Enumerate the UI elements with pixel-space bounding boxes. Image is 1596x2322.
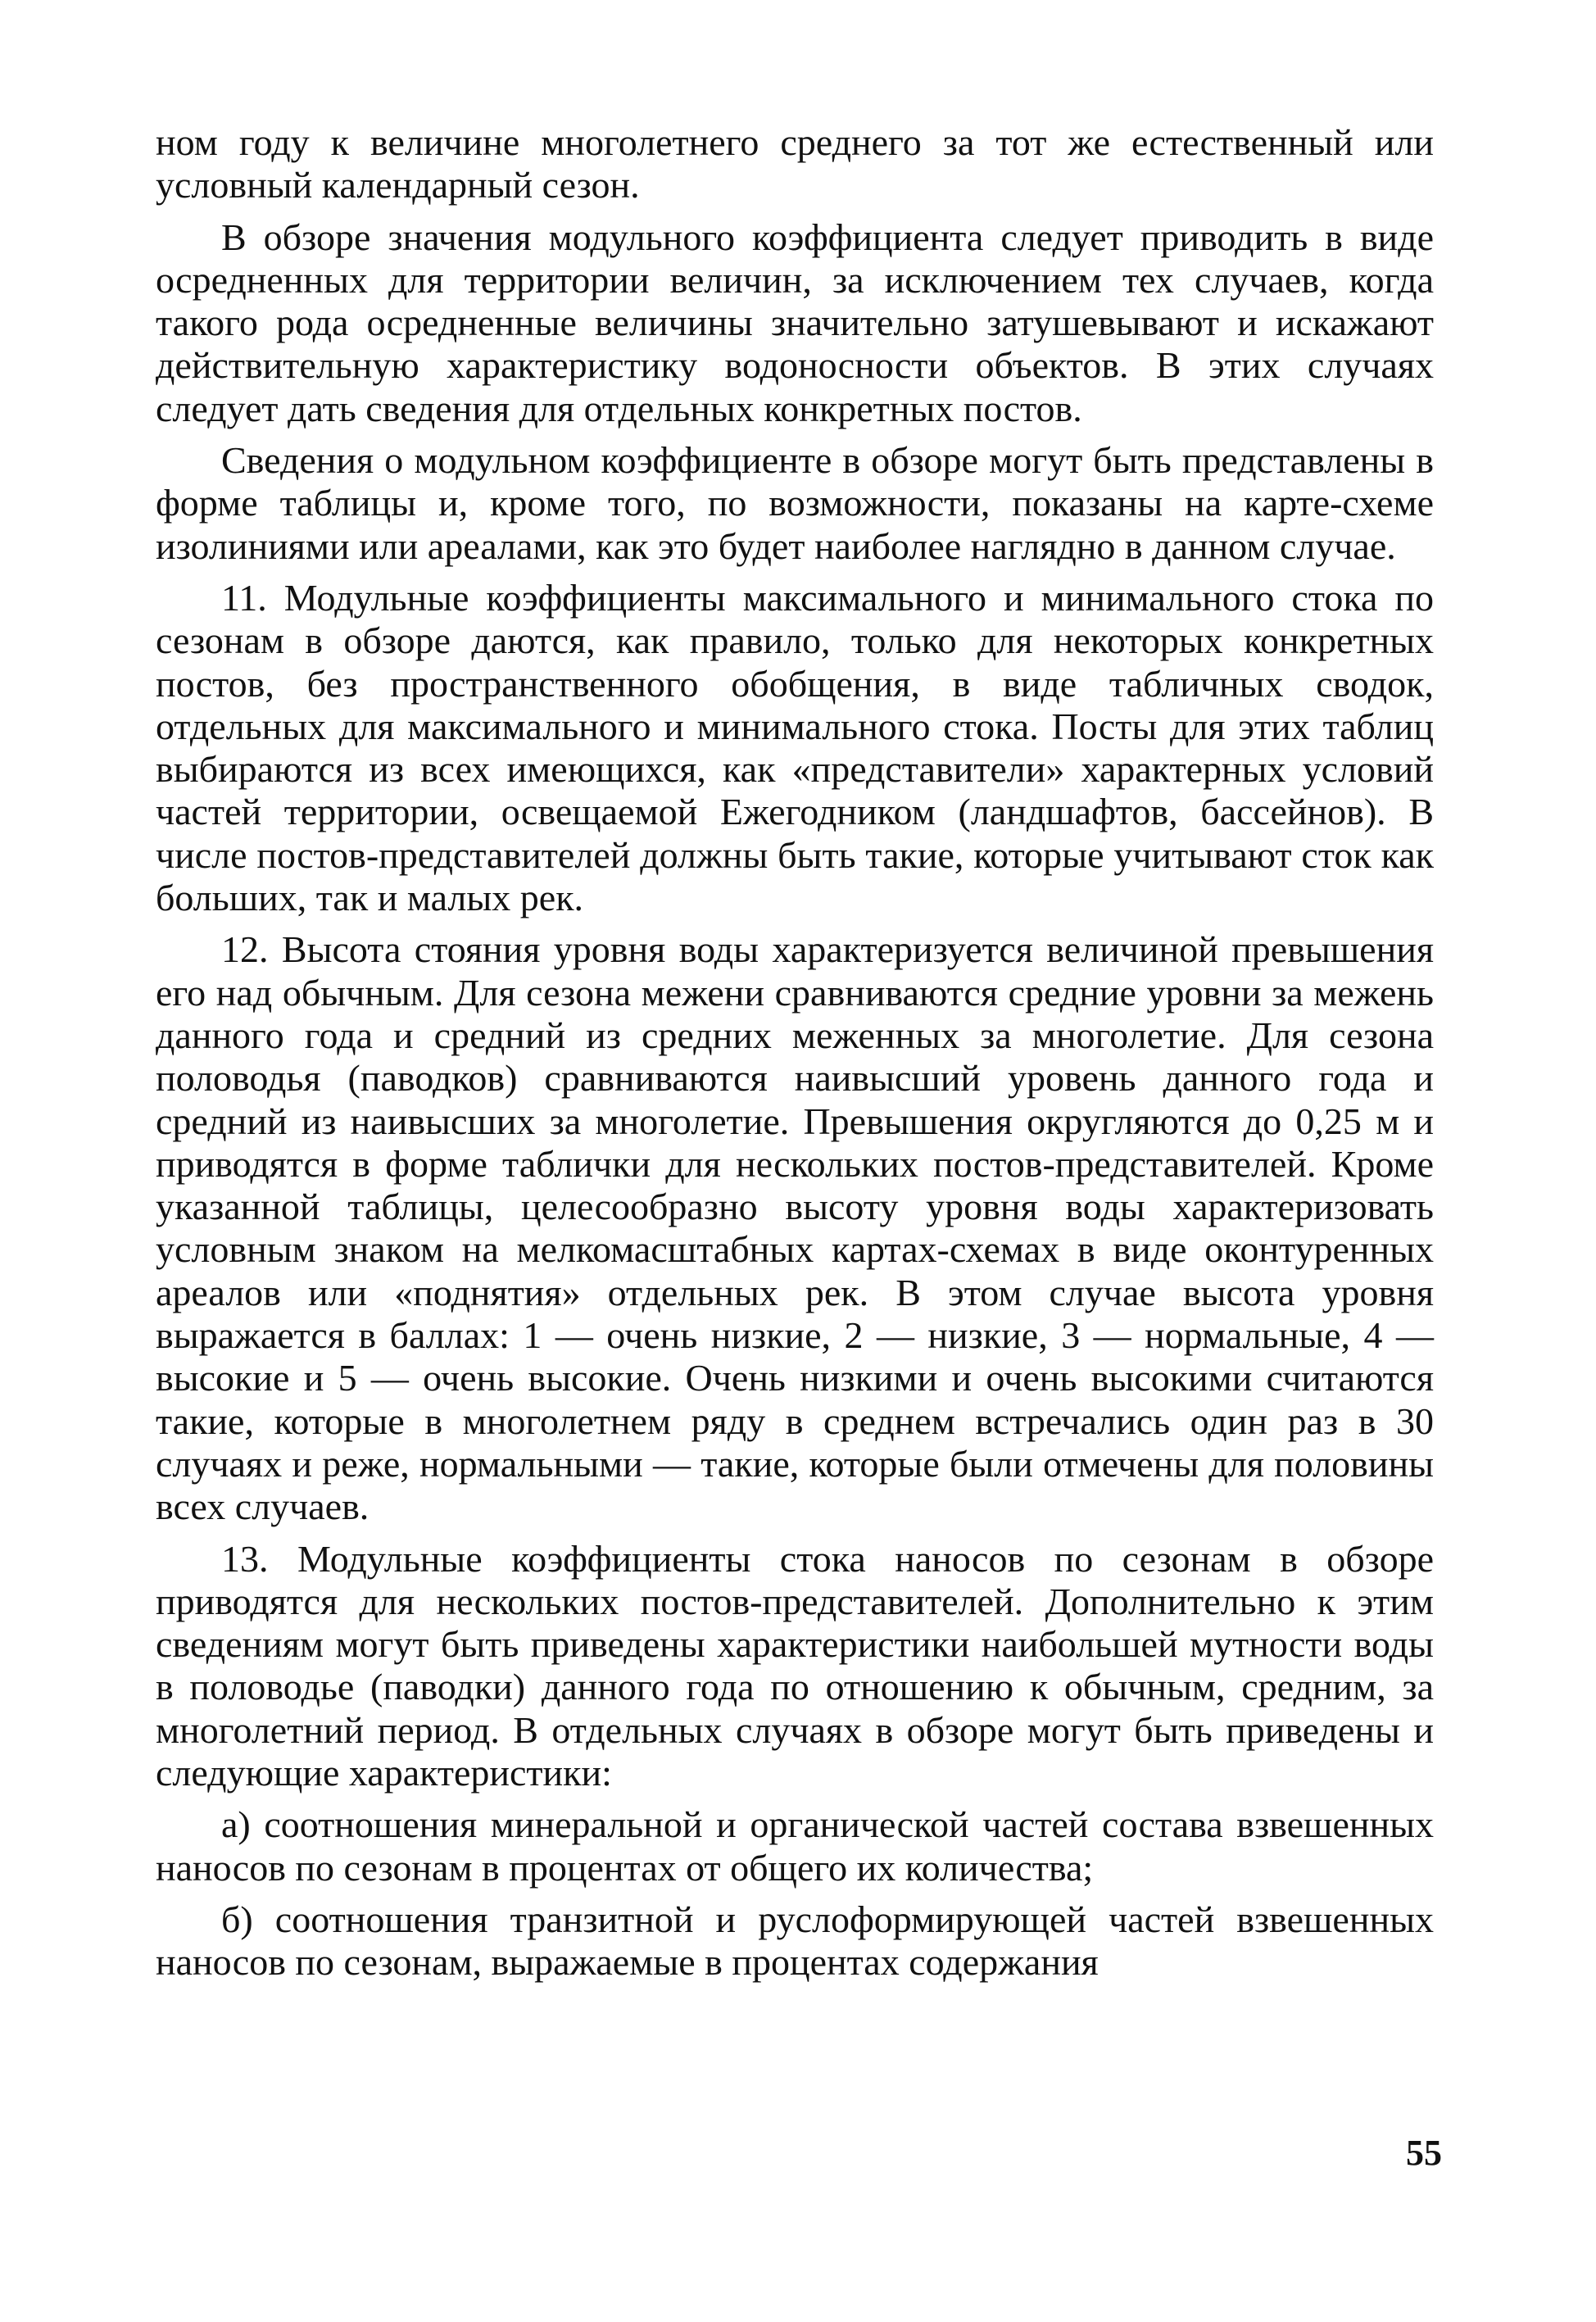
- page-body: [156, 121, 1434, 2219]
- paragraph-item-12: 12. Высота стояния уровня воды характеризуется величиной превышения его над обычным. Для сезона межени сравниваются средние уровни за межень данного года и средний из средних меженных за многолетие. Для сезона половодья (паводков) сравниваются наивысший уровень данного года и средний из наивысших за многолетие. Превышения округляются до 0,25 м и приводятся в форме таблички для нескольких постов-представителей. Кроме указанной таблицы, целесообразно высоту уровня воды характеризовать условным знаком на мелкомасштабных картах-схемах в виде оконтуренных ареалов или «поднятия» отдельных рек. В этом случае высота уровня выражается в баллах: 1 — очень низкие, 2 — низкие, 3 — нормальные, 4 — высокие и 5 — очень высокие. Очень низкими и очень высокими считаются такие, которые в многолетнем ряду в среднем встречались один раз в 30 случаях и реже, нормальными — такие, которые были отмечены для половины всех случаев.: [156, 928, 1434, 1528]
- list-item-b: б) соотношения транзитной и руслоформирующей частей взвешенных наносов по сезонам, выражаемые в процентах содержания: [156, 1898, 1434, 1984]
- page-number: 55: [1406, 2133, 1442, 2173]
- paragraph-item-11: 11. Модульные коэффициенты максимального и минимального стока по сезонам в обзоре даются, как правило, только для некоторых конкретных постов, без пространственного обобщения, в виде табличных сводок, отдельных для максимального и минимального стока. Посты для этих таблиц выбираются из всех имеющихся, как «представители» характерных условий частей территории, освещаемой Ежегодником (ландшафтов, бассейнов). В числе постов-представителей должны быть такие, которые учитывают сток как больших, так и малых рек.: [156, 576, 1434, 919]
- paragraph-modulus-table: Сведения о модульном коэффициенте в обзоре могут быть представлены в форме таблицы и, кроме того, по возможности, показаны на карте-схеме изолиниями или ареалами, как это будет наиболее наглядно в данном случае.: [156, 439, 1434, 567]
- paragraph-modulus-overview: В обзоре значения модульного коэффициента следует приводить в виде осредненных для территории величин, за исключением тех случаев, когда такого рода осредненные величины значительно затушевывают и искажают действительную характеристику водоносности объектов. В этих случаях следует дать сведения для отдельных конкретных постов.: [156, 215, 1434, 429]
- list-item-a: а) соотношения минеральной и органической частей состава взвешенных наносов по сезонам в процентах от общего их количества;: [156, 1803, 1434, 1889]
- paragraph-continuation: ном году к величине многолетнего среднего за тот же естественный или условный календарный сезон.: [156, 121, 1434, 206]
- paragraph-item-13: 13. Модульные коэффициенты стока наносов по сезонам в обзоре приводятся для нескольких постов-представителей. Дополнительно к этим сведениям могут быть приведены характеристики наибольшей мутности воды в половодье (паводки) данного года по отношению к обычным, средним, за многолетний период. В отдельных случаях в обзоре могут быть приведены и следующие характеристики:: [156, 1537, 1434, 1794]
